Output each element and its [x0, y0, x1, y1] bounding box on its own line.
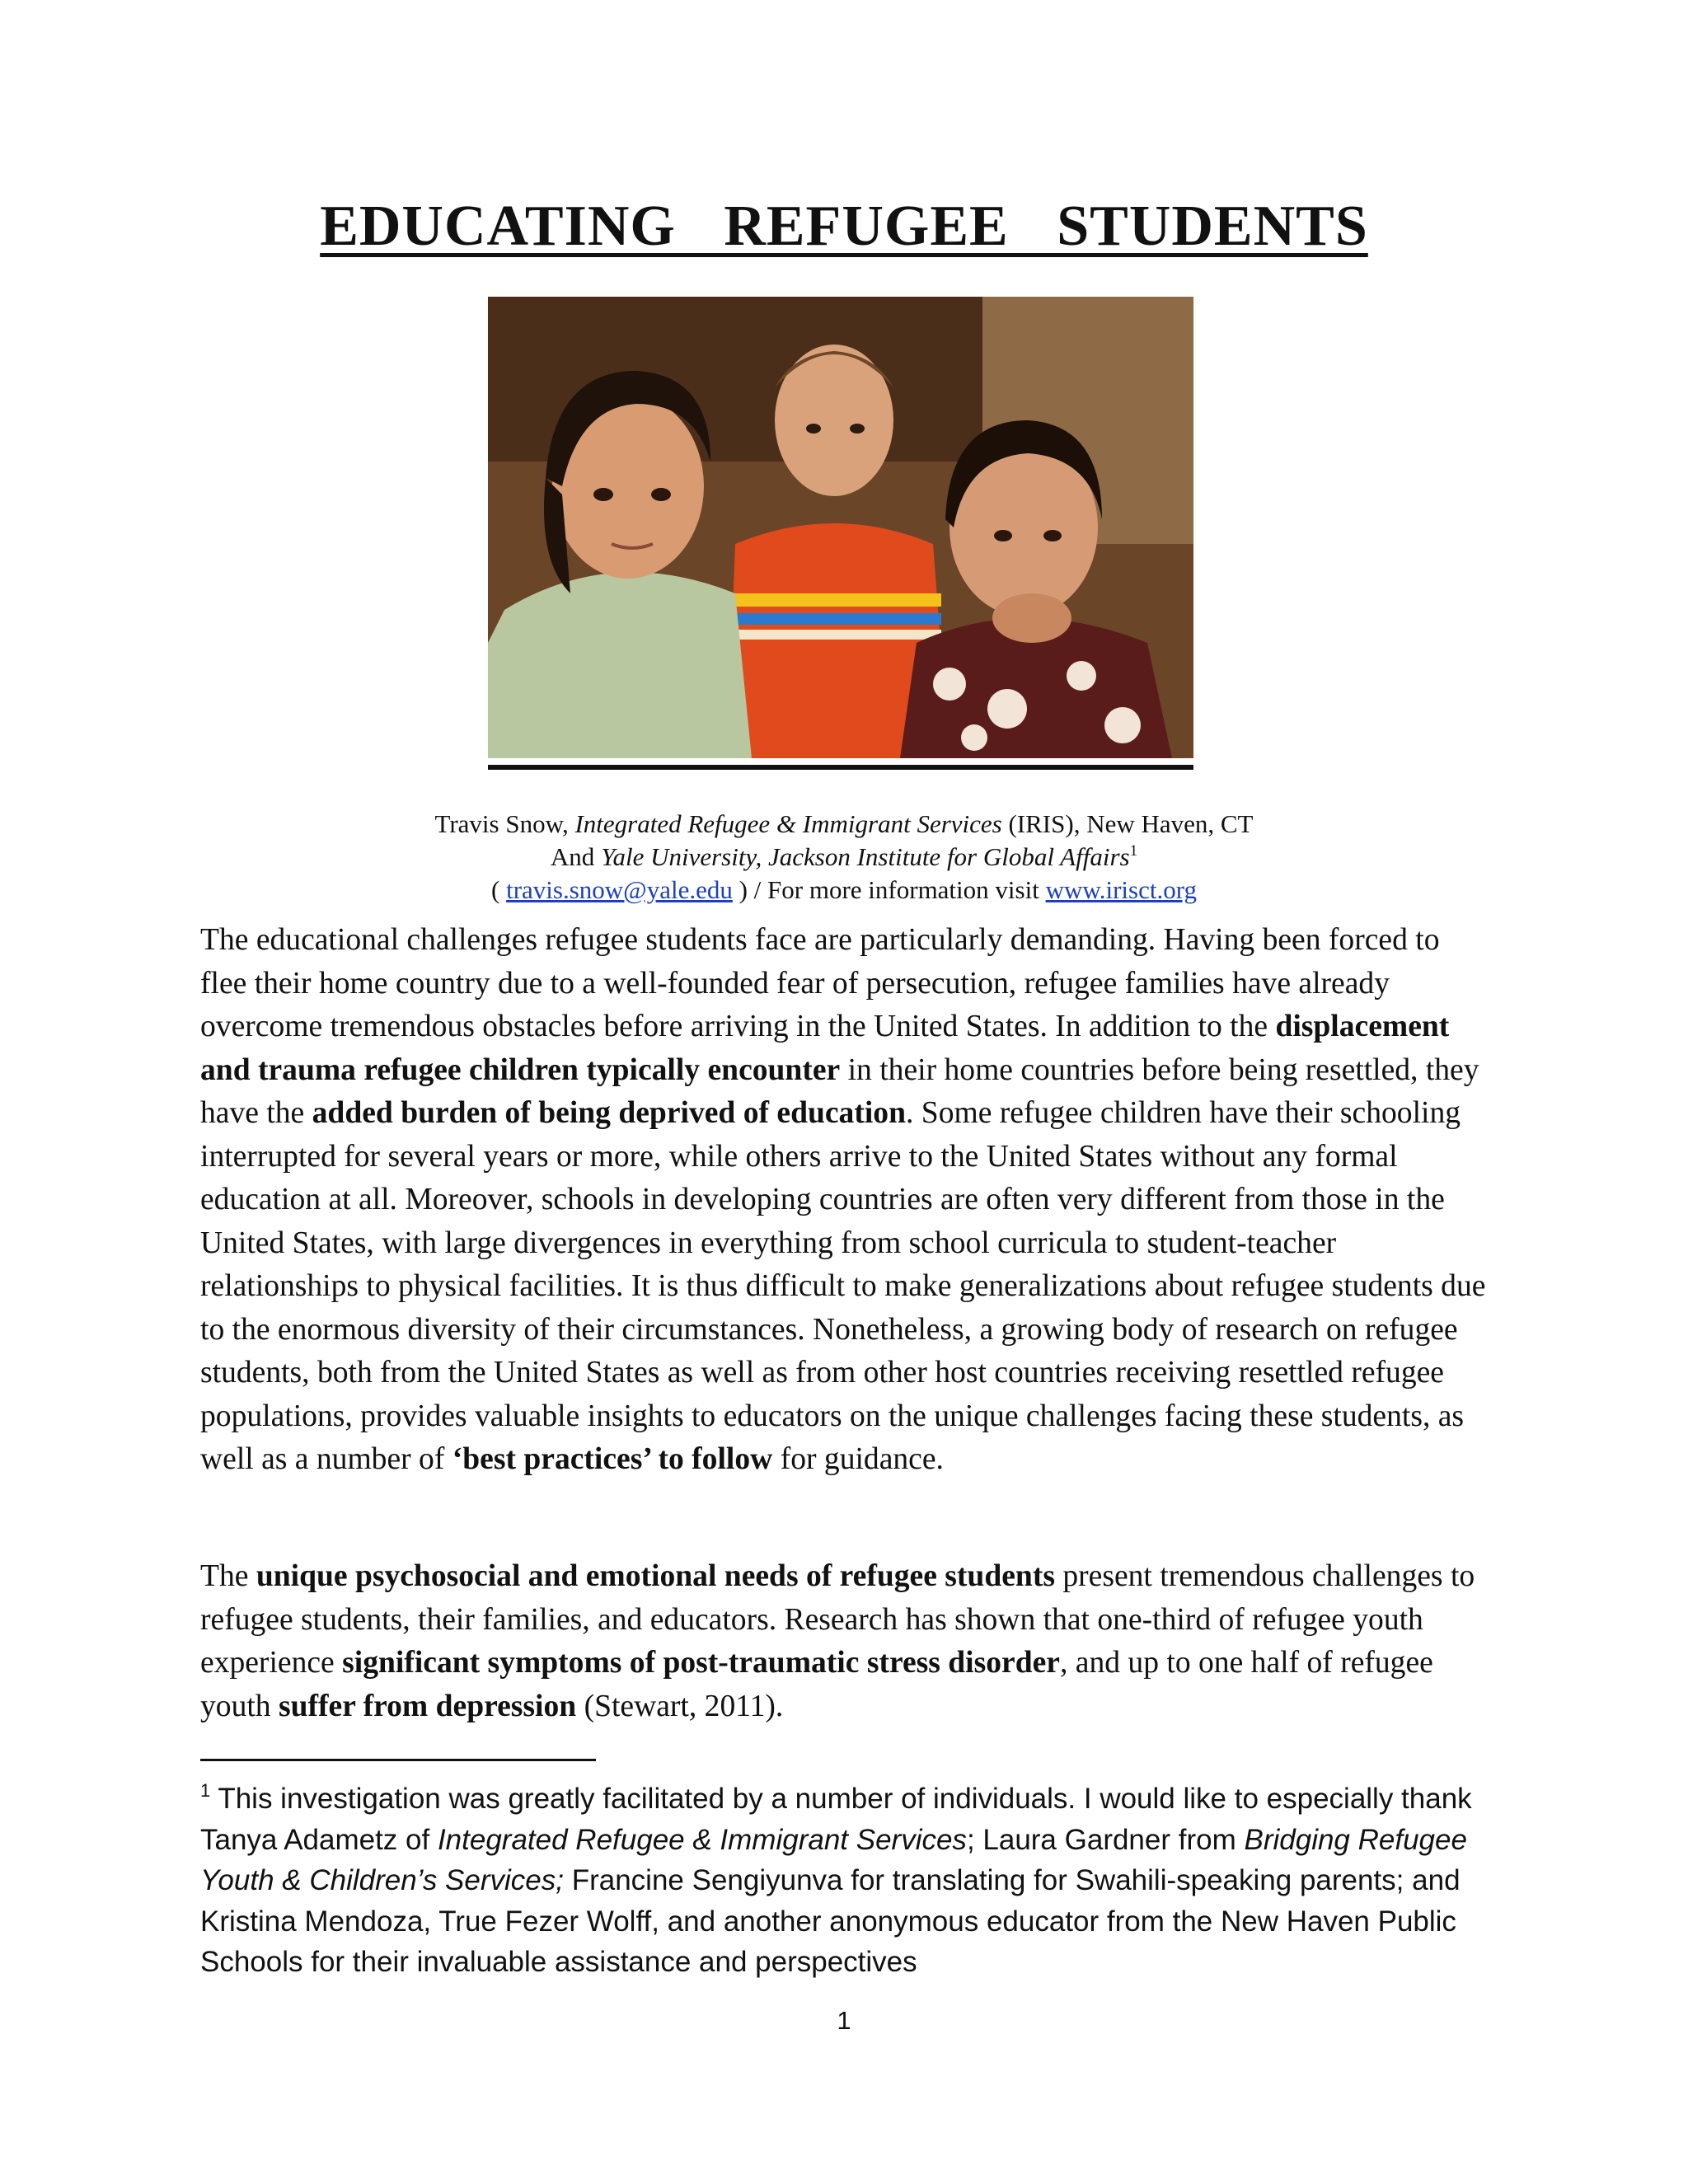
- byline-line-1: Travis Snow, Integrated Refugee & Immigrant Services (IRIS), New Haven, CT: [434, 809, 1254, 838]
- byline-university: Yale University, Jackson Institute for Global Affairs: [601, 842, 1130, 871]
- byline-line-2: And Yale University, Jackson Institute for Global Affairs$^1$: [550, 842, 1138, 871]
- footnote-mark: 1: [200, 1780, 211, 1801]
- byline-line-3: ( travis.snow@yale.edu ) / For more information visit www.irisct.org: [491, 875, 1197, 904]
- body-paragraph-2: The unique psychosocial and emotional needs of refugee students present tremendous challenges to refugee students, their families, and educators. Research has shown that one-third of refugee youth experience significant symptoms of post-traumatic stress disorder, and up to one half of refugee youth suffer from depression (Stewart, 2011).: [200, 1559, 1475, 1723]
- emphasis-ptsd: significant symptoms of post-traumatic stress disorder: [342, 1646, 1060, 1680]
- footnote-reference[interactable]: 1: [1129, 842, 1138, 860]
- photo-divider: [488, 765, 1193, 770]
- website-link[interactable]: www.irisct.org: [1045, 875, 1197, 904]
- children-photo: [488, 297, 1193, 758]
- byline-organization: Integrated Refugee & Immigrant Services: [574, 809, 1002, 838]
- emphasis-displacement: displacement and trauma refugee children typically encounter: [200, 1010, 1450, 1087]
- emphasis-psychosocial-needs: unique psychosocial and emotional needs of refugee students: [256, 1559, 1055, 1593]
- email-link[interactable]: travis.snow@yale.edu: [506, 875, 733, 904]
- footnote-separator: [200, 1759, 596, 1761]
- author-byline: [0, 808, 1688, 907]
- emphasis-best-practices: ‘best practices’ to follow: [452, 1442, 773, 1476]
- document-title: EDUCATING REFUGEE STUDENTS: [320, 194, 1368, 258]
- footnote-1: $^1$ This investigation was greatly facilitated by a number of individuals. I would like to especially thank Tanya Adametz of Integrated Refugee & Immigrant Services; Laura Gardner from Bridging Refugee Youth & Children’s Services; Francine Sengiyunva for translating for Swahili-speaking parents; and Kristina Mendoza, True Fezer Wolff, and another anonymous educator from the New Haven Public Schools for their invaluable assistance and perspectives: [200, 1780, 1472, 1978]
- emphasis-education-burden: added burden of being deprived of education: [312, 1096, 906, 1130]
- page-number: 1: [837, 2006, 851, 2035]
- body-paragraph-1: The educational challenges refugee students face are particularly demanding. Having been forced to flee their home country due to a well-founded fear of persecution, refugee families have already overcome tremendous obstacles before arriving in the United States. In addition to the displacement and trauma refugee children typically encounter in their home countries before being resettled, they have the added burden of being deprived of education. Some refugee children have their schooling interrupted for several years or more, while others arrive to the United States without any formal education at all. Moreover, schools in developing countries are often very different from those in the United States, with large divergences in everything from school curricula to student-teacher relationships to physical facilities. It is thus difficult to make generalizations about refugee students due to the enormous diversity of their circumstances. Nonetheless, a growing body of research on refugee students, both from the United States as well as from other host countries receiving resettled refugee populations, provides valuable insights to educators on the unique challenges facing these students, as well as a number of ‘best practices’ to follow for guidance.: [200, 923, 1486, 1476]
- emphasis-depression: suffer from depression: [279, 1689, 577, 1723]
